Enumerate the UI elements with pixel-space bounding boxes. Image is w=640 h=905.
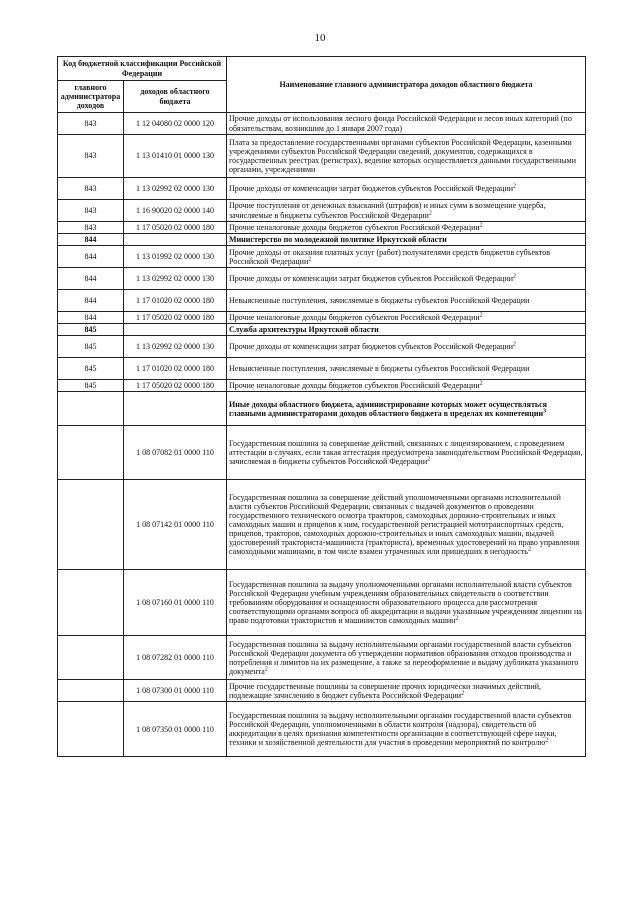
- revenue-name-cell: [227, 135, 586, 178]
- table-row: [58, 113, 586, 135]
- revenue-name-text: Иные доходы областного бюджета, администрирование которых может осуществляться главными администраторами доходов областного бюджета в пределах их компетенции: [229, 399, 547, 418]
- revenue-code-cell: 1 08 07350 01 0000 110: [124, 702, 227, 757]
- revenue-code-cell: [124, 324, 227, 336]
- revenue-name-text: Государственная пошлина за совершение действий уполномоченными органами исполнительной власти субъектов Российской Федерации, связанных с выдачей документов о проведении государственного технического осмотра тракторов, самоходных дорожно-строительных и иных самоходных машин и прицепов к ним, государственной регистрацией мототранспортных средств, прицепов, тракторов, самоходных дорожно-строительных и иных самоходных машин, выдачей удостоверений тракториста-машиниста (тракториста), временных удостоверений на право управления самоходными машинами, в том числе взамен утраченных или пришедших в негодность: [229, 493, 580, 557]
- footnote-marker: 2: [479, 222, 483, 229]
- footnote-marker: 2: [264, 666, 268, 673]
- revenue-name-cell: [227, 178, 586, 200]
- admin-code-cell: [58, 702, 124, 757]
- header-classification-code: Код бюджетной классификации Российской Федерации: [58, 57, 227, 81]
- admin-code-cell: 843: [58, 200, 124, 222]
- revenue-code-cell: 1 17 01020 02 0000 180: [124, 358, 227, 380]
- table-row: [58, 312, 586, 324]
- revenue-name-cell: [227, 570, 586, 636]
- table-row: [58, 702, 586, 757]
- revenue-name-cell: [227, 358, 586, 380]
- revenue-name-text: Прочие доходы от оказания платных услуг (работ) получателями средств бюджетов субъектов Российской Федерации: [229, 247, 551, 266]
- footnote-marker: 2: [427, 456, 431, 463]
- footnote-marker: 2: [461, 690, 465, 696]
- revenue-name-text: Государственная пошлина за выдачу исполнительными органами государственной власти субъектов Российской Федерации документа об утверждении нормативов образования отходов производства и потребления и лимитов на их размещение, а также за переоформление и выдачу дубликата указанного документа: [229, 639, 579, 676]
- revenue-classification-table: [57, 56, 586, 757]
- revenue-code-cell: 1 13 02992 02 0000 130: [124, 178, 227, 200]
- admin-code-cell: 844: [58, 268, 124, 290]
- admin-code-cell: [58, 392, 124, 426]
- revenue-name-cell: [227, 290, 586, 312]
- revenue-code-cell: 1 08 07300 01 0000 110: [124, 680, 227, 702]
- table-row: [58, 246, 586, 268]
- table-row: [58, 426, 586, 480]
- admin-code-cell: 843: [58, 135, 124, 178]
- admin-code-cell: 844: [58, 246, 124, 268]
- table-row: [58, 358, 586, 380]
- table-row: [58, 636, 586, 680]
- table-row: [58, 480, 586, 570]
- revenue-name-text: Государственная пошлина за совершение действий, связанных с лицензированием, с проведением аттестации в случаях, если такая аттестация предусмотрена законодательством Российской Федерации, зачисляемая в бюджеты субъектов Российской Федерации: [229, 439, 583, 467]
- revenue-name-cell: [227, 222, 586, 234]
- table-row: [58, 135, 586, 178]
- footnote-marker: 2: [527, 546, 531, 553]
- revenue-code-cell: 1 17 05020 02 0000 180: [124, 222, 227, 234]
- revenue-code-cell: 1 08 07082 01 0000 110: [124, 426, 227, 480]
- revenue-code-cell: 1 16 90020 02 0000 140: [124, 200, 227, 222]
- revenue-name-text: Прочие доходы от компенсации затрат бюджетов субъектов Российской Федерации: [229, 342, 514, 352]
- revenue-name-cell: [227, 200, 586, 222]
- revenue-name-text: Прочие неналоговые доходы бюджетов субъектов Российской Федерации: [229, 381, 480, 391]
- revenue-code-cell: 1 17 05020 02 0000 180: [124, 380, 227, 392]
- revenue-code-cell: 1 17 05020 02 0000 180: [124, 312, 227, 324]
- admin-code-cell: [58, 426, 124, 480]
- admin-code-cell: [58, 636, 124, 680]
- revenue-name-cell: [227, 636, 586, 680]
- footnote-marker: 3: [543, 408, 547, 414]
- table-row: [58, 392, 586, 426]
- revenue-name-text: Плата за предоставление государственными органами субъектов Российской Федерации, казенными учреждениями субъектов Российской Федерации сведений, документов, содержащихся в государственных реестрах (регистрах), ведение которых осуществляется данными государственными органами, учреждениями: [229, 137, 576, 175]
- table-row: [58, 680, 586, 702]
- table-row: [58, 234, 586, 246]
- admin-code-cell: [58, 680, 124, 702]
- footnote-marker: 2: [455, 615, 459, 622]
- revenue-code-cell: [124, 234, 227, 246]
- revenue-name-cell: [227, 113, 586, 135]
- footnote-marker: 2: [479, 380, 483, 387]
- table-row: [58, 570, 586, 636]
- admin-code-cell: 845: [58, 336, 124, 358]
- revenue-name-text: Невыясненные поступления, зачисляемые в бюджеты субъектов Российской Федерации: [229, 364, 530, 374]
- revenue-name-text: Прочие доходы от использования лесного фонда Российской Федерации и лесов иных категорий (по обязательствам, возникшим до 1 января 2007 года): [229, 114, 572, 133]
- header-revenue-code: доходов областного бюджета: [124, 81, 227, 113]
- admin-code-cell: 845: [58, 380, 124, 392]
- header-admin-code: главного администратора доходов: [58, 81, 124, 113]
- table-row: [58, 324, 586, 336]
- revenue-name-text: Прочие поступления от денежных взысканий (штрафов) и иных сумм в возмещение ущерба, зачисляемые в бюджеты субъектов Российской Федерации: [229, 201, 546, 220]
- revenue-name-cell: [227, 324, 586, 336]
- footnote-marker: 2: [428, 209, 432, 216]
- admin-code-cell: 844: [58, 312, 124, 324]
- admin-code-cell: 843: [58, 222, 124, 234]
- footnote-marker: 2: [513, 341, 517, 348]
- revenue-code-cell: 1 17 01020 02 0000 180: [124, 290, 227, 312]
- revenue-name-cell: [227, 246, 586, 268]
- admin-code-cell: 844: [58, 234, 124, 246]
- table-row: [58, 200, 586, 222]
- revenue-name-text: Прочие доходы от компенсации затрат бюджетов субъектов Российской Федерации: [229, 274, 514, 284]
- header-administrator-name: Наименование главного администратора доходов областного бюджета: [227, 57, 586, 113]
- table-row: [58, 290, 586, 312]
- revenue-name-cell: [227, 336, 586, 358]
- revenue-code-cell: 1 13 02992 02 0000 130: [124, 336, 227, 358]
- admin-code-cell: [58, 480, 124, 570]
- table-row: [58, 336, 586, 358]
- table-row: [58, 222, 586, 234]
- revenue-name-text: Служба архитектуры Иркутской области: [229, 325, 379, 335]
- revenue-code-cell: 1 13 01410 01 0000 130: [124, 135, 227, 178]
- revenue-name-text: Министерство по молодежной политике Иркутской области: [229, 235, 447, 245]
- admin-code-cell: [58, 570, 124, 636]
- admin-code-cell: 844: [58, 290, 124, 312]
- revenue-code-cell: 1 08 07142 01 0000 110: [124, 480, 227, 570]
- revenue-code-cell: 1 12 04080 02 0000 120: [124, 113, 227, 135]
- footnote-marker: 2: [479, 312, 483, 319]
- revenue-name-text: Государственная пошлина за выдачу уполномоченными органами исполнительной власти субъектов Российской Федерации учебным учреждениям образовательных свидетельств о соответствии требованиям оборудования и оснащенности образовательного процесса для рассмотрения соответствующими органами вопроса об аккредитации и выдачи указанным учреждениям лицензии на право подготовки трактористов и машинистов самоходных машин: [229, 580, 582, 626]
- revenue-name-text: Прочие государственные пошлины за совершение прочих юридически значимых действий, подлежащие зачислению в бюджет субъекта Российской Федерации: [229, 681, 542, 700]
- revenue-name-text: Прочие неналоговые доходы бюджетов субъектов Российской Федерации: [229, 313, 480, 323]
- revenue-code-cell: [124, 392, 227, 426]
- revenue-name-cell: [227, 268, 586, 290]
- revenue-name-cell: [227, 312, 586, 324]
- revenue-name-cell: [227, 234, 586, 246]
- revenue-name-cell: [227, 480, 586, 570]
- revenue-name-text: Прочие неналоговые доходы бюджетов субъектов Российской Федерации: [229, 223, 480, 232]
- admin-code-cell: 843: [58, 178, 124, 200]
- table-row: [58, 380, 586, 392]
- revenue-name-text: Невыясненные поступления, зачисляемые в бюджеты субъектов Российской Федерации: [229, 296, 530, 306]
- admin-code-cell: 845: [58, 358, 124, 380]
- footnote-marker: 2: [513, 273, 517, 280]
- revenue-name-text: Прочие доходы от компенсации затрат бюджетов субъектов Российской Федерации: [229, 183, 514, 193]
- revenue-code-cell: 1 13 01992 02 0000 130: [124, 246, 227, 268]
- admin-code-cell: 843: [58, 113, 124, 135]
- table-row: [58, 178, 586, 200]
- revenue-name-cell: [227, 380, 586, 392]
- page-number: 10: [314, 32, 326, 44]
- footnote-marker: 2: [513, 183, 517, 190]
- revenue-code-cell: 1 08 07282 01 0000 110: [124, 636, 227, 680]
- revenue-name-cell: [227, 702, 586, 757]
- revenue-code-cell: 1 08 07160 01 0000 110: [124, 570, 227, 636]
- footnote-marker: 2: [545, 737, 549, 744]
- footnote-marker: 2: [308, 255, 312, 262]
- revenue-name-text: Государственная пошлина за выдачу исполнительными органами государственной власти субъектов Российской Федерации, уполномоченными в области контроля (надзора), свидетельств об аккредитации в целях признания компетентности организации в соответствующей сфере науки, техники и хозяйственной деятельности для участия в проведении мероприятий по контролю: [229, 711, 572, 748]
- revenue-code-cell: 1 13 02992 02 0000 130: [124, 268, 227, 290]
- table-row: [58, 268, 586, 290]
- admin-code-cell: 845: [58, 324, 124, 336]
- revenue-name-cell: [227, 680, 586, 702]
- revenue-name-cell: [227, 392, 586, 426]
- revenue-name-cell: [227, 426, 586, 480]
